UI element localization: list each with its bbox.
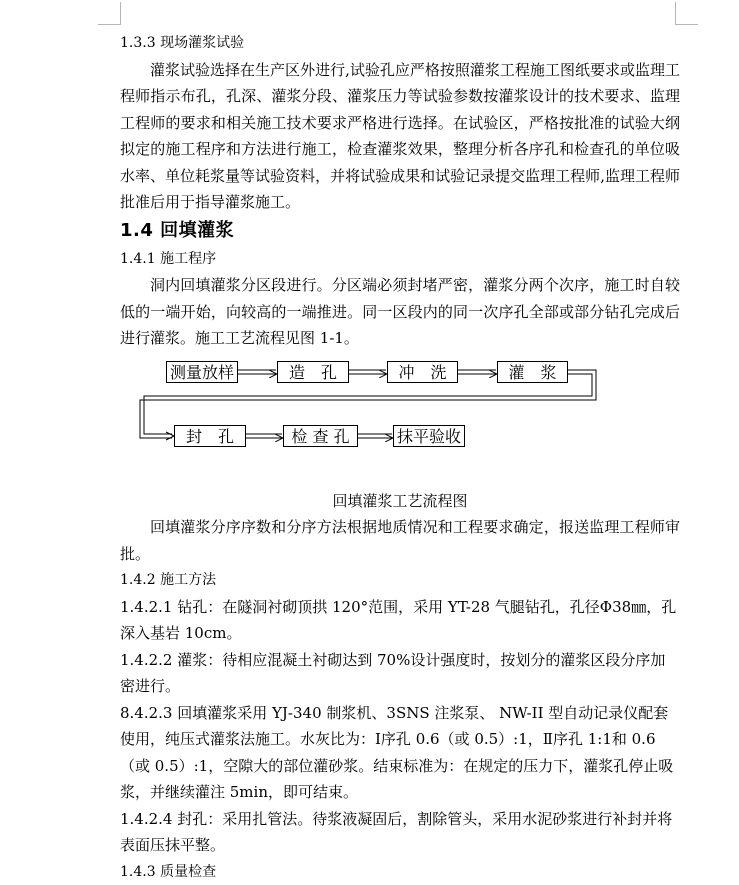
- heading-1-3-3: 1.3.3 现场灌浆试验: [120, 30, 680, 57]
- item-hole-sealing: 1.4.2.4 封孔：采用扎管法。待浆液凝固后，割除管头，采用水泥砂浆进行补封并将表面压抹平整。: [120, 806, 680, 859]
- flowchart-caption: 回填灌浆工艺流程图: [120, 488, 680, 515]
- flow-step-acceptance: 抹平验收: [393, 425, 465, 447]
- flow-step-sealing: 封 孔: [174, 425, 246, 447]
- page-corner-mark-left: [98, 2, 121, 25]
- heading-1-4-3: 1.4.3 质量检查: [120, 859, 680, 885]
- flow-step-grouting: 灌 浆: [497, 361, 568, 383]
- paragraph-construction-procedure: 洞内回填灌浆分区段进行。分区端必须封堵严密，灌浆分两个次序，施工时自较低的一端开始，向较高的一端推进。同一区段内的同一次序孔全部或部分钻孔完成后进行灌浆。施工工艺流程见图 1-1。: [120, 272, 680, 352]
- paragraph-sequence: 回填灌浆分序序数和分序方法根据地质情况和工程要求确定，报送监理工程师审批。: [120, 514, 680, 567]
- heading-1-4-1: 1.4.1 施工程序: [120, 246, 680, 273]
- document-page: [120, 30, 680, 885]
- page-corner-mark-right: [675, 2, 698, 25]
- flow-step-survey: 测量放样: [166, 361, 238, 383]
- item-grouting: 1.4.2.2 灌浆：待相应混凝土衬砌达到 70%设计强度时，按划分的灌浆区段分序加密进行。: [120, 647, 680, 700]
- process-flowchart: [120, 358, 680, 488]
- item-drilling: 1.4.2.1 钻孔：在隧洞衬砌顶拱 120°范围，采用 YT-28 气腿钻孔，孔径Φ38㎜，孔深入基岩 10cm。: [120, 594, 680, 647]
- paragraph-grouting-test: 灌浆试验选择在生产区外进行,试验孔应严格按照灌浆工程施工图纸要求或监理工程师指示布孔，孔深、灌浆分段、灌浆压力等试验参数按灌浆设计的技术要求、监理工程师的要求和相关施工技术要求严格进行选择。在试验区，严格按批准的试验大纲拟定的施工程序和方法进行施工，检查灌浆效果，整理分析各序孔和检查孔的单位吸水率、单位耗浆量等试验资料，并将试验成果和试验记录提交监理工程师,监理工程师批准后用于指导灌浆施工。: [120, 57, 680, 216]
- flow-step-drilling: 造 孔: [277, 361, 349, 383]
- heading-1-4: 1.4 回填灌浆: [120, 216, 680, 246]
- item-backfill-equipment: 8.4.2.3 回填灌浆采用 YJ-340 制浆机、3SNS 注浆泵、 NW-II 型自动记录仪配套使用，纯压式灌浆法施工。水灰比为：Ⅰ序孔 0.6（或 0.5）:1，Ⅱ序孔 1:1和 0.6（或 0.5）:1，空隙大的部位灌砂浆。结束标准为：在规定的压力下，灌浆孔停止吸浆，并继续灌注 5min，即可结束。: [120, 700, 680, 806]
- flow-step-flushing: 冲 洗: [387, 361, 458, 383]
- heading-1-4-2: 1.4.2 施工方法: [120, 567, 680, 594]
- flow-step-inspection-hole: 检 查 孔: [283, 425, 358, 447]
